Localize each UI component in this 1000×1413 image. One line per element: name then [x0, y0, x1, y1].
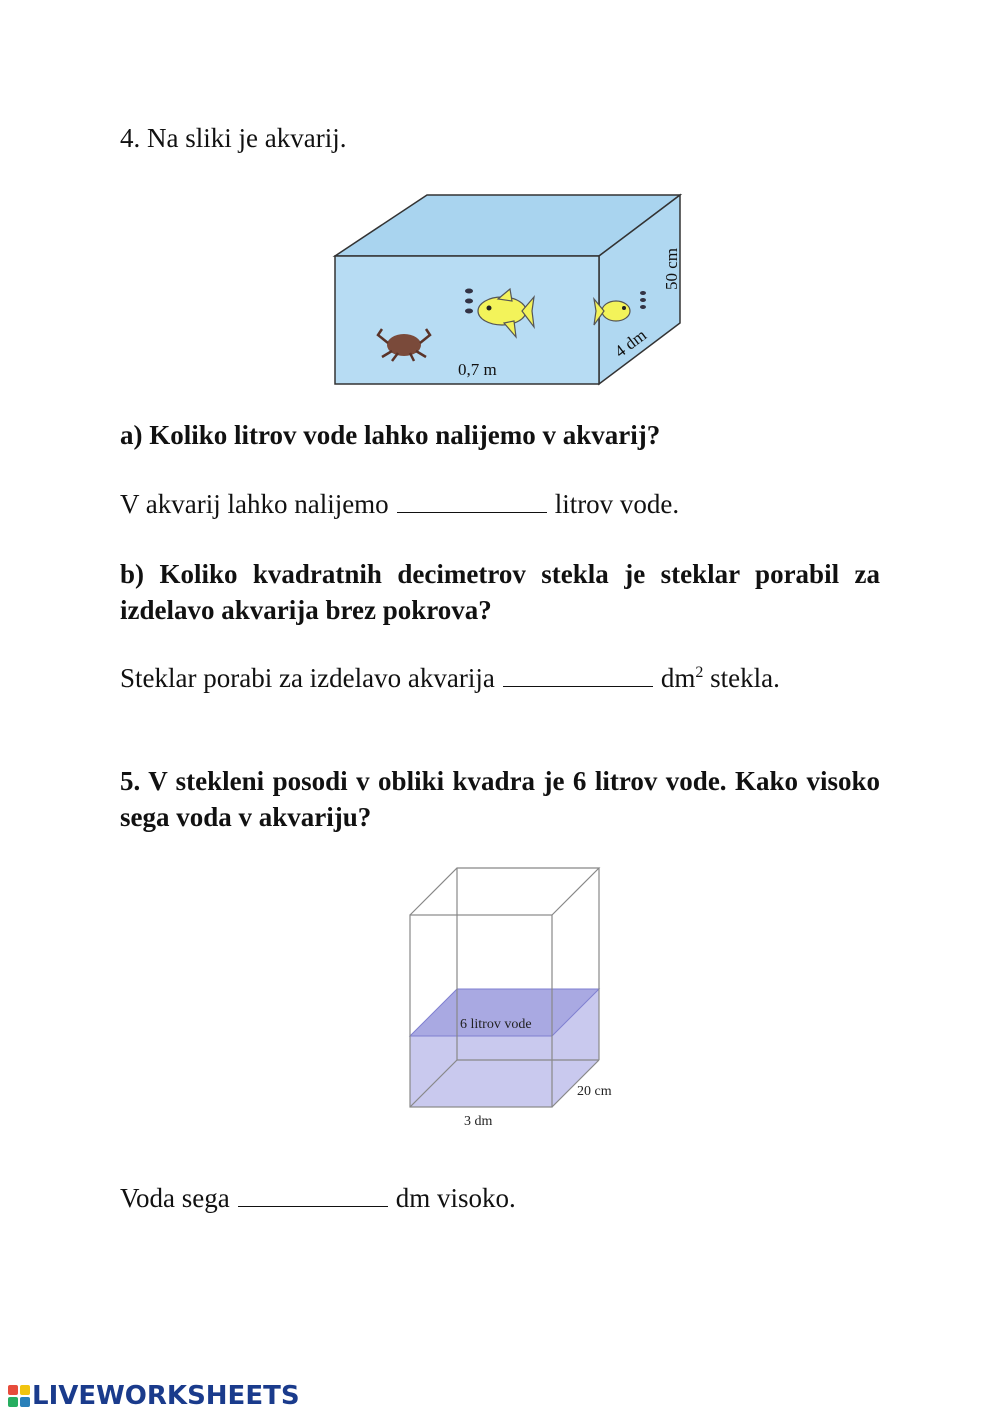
q4a-answer-after: litrov vode. — [554, 489, 680, 519]
q5-answer-before: Voda sega — [120, 1183, 230, 1213]
q4a-answer-line — [120, 486, 679, 522]
brand-text: LIVEWORKSHEETS — [32, 1381, 300, 1411]
container-figure — [400, 862, 640, 1142]
q5-answer-blank[interactable] — [238, 1182, 388, 1207]
length-label: 0,7 m — [458, 360, 497, 379]
q4b-answer-blank[interactable] — [503, 662, 653, 687]
bubbles-icon — [465, 289, 473, 314]
q4b-answer-line — [120, 660, 780, 696]
q4a-answer-blank[interactable] — [397, 488, 547, 513]
q4b-answer-after: stekla. — [710, 663, 780, 693]
width-label: 3 dm — [464, 1114, 493, 1129]
depth-label: 4 dm — [610, 325, 650, 362]
liveworksheets-logo — [8, 1381, 300, 1411]
q4b-answer-before: Steklar porabi za izdelavo akvarija — [120, 663, 495, 693]
bubbles-icon — [640, 291, 646, 309]
q4a-answer-before: V akvarij lahko nalijemo — [120, 489, 389, 519]
q4a-question: a) Koliko litrov vode lahko nalijemo v akvarij? — [120, 420, 661, 450]
q4b-question: b) Koliko kvadratnih decimetrov stekla je steklar porabil za izdelavo akvarija brez pokrova? — [120, 559, 880, 625]
aquarium-figure — [334, 193, 692, 388]
q5-answer-line — [120, 1180, 516, 1216]
q5-answer-after: dm visoko. — [395, 1183, 516, 1213]
depth-label: 20 cm — [577, 1084, 612, 1099]
water-label: 6 litrov vode — [460, 1017, 532, 1032]
q4b-unit-exponent: 2 — [695, 664, 704, 681]
height-label: 50 cm — [662, 247, 681, 290]
brand-blocks-icon — [8, 1385, 30, 1407]
q4-title: 4. Na sliki je akvarij. — [120, 123, 347, 153]
q5-question: 5. V stekleni posodi v obliki kvadra je 6 litrov vode. Kako visoko sega voda v akvariju? — [120, 766, 880, 832]
q4b-unit: dm — [660, 663, 696, 693]
